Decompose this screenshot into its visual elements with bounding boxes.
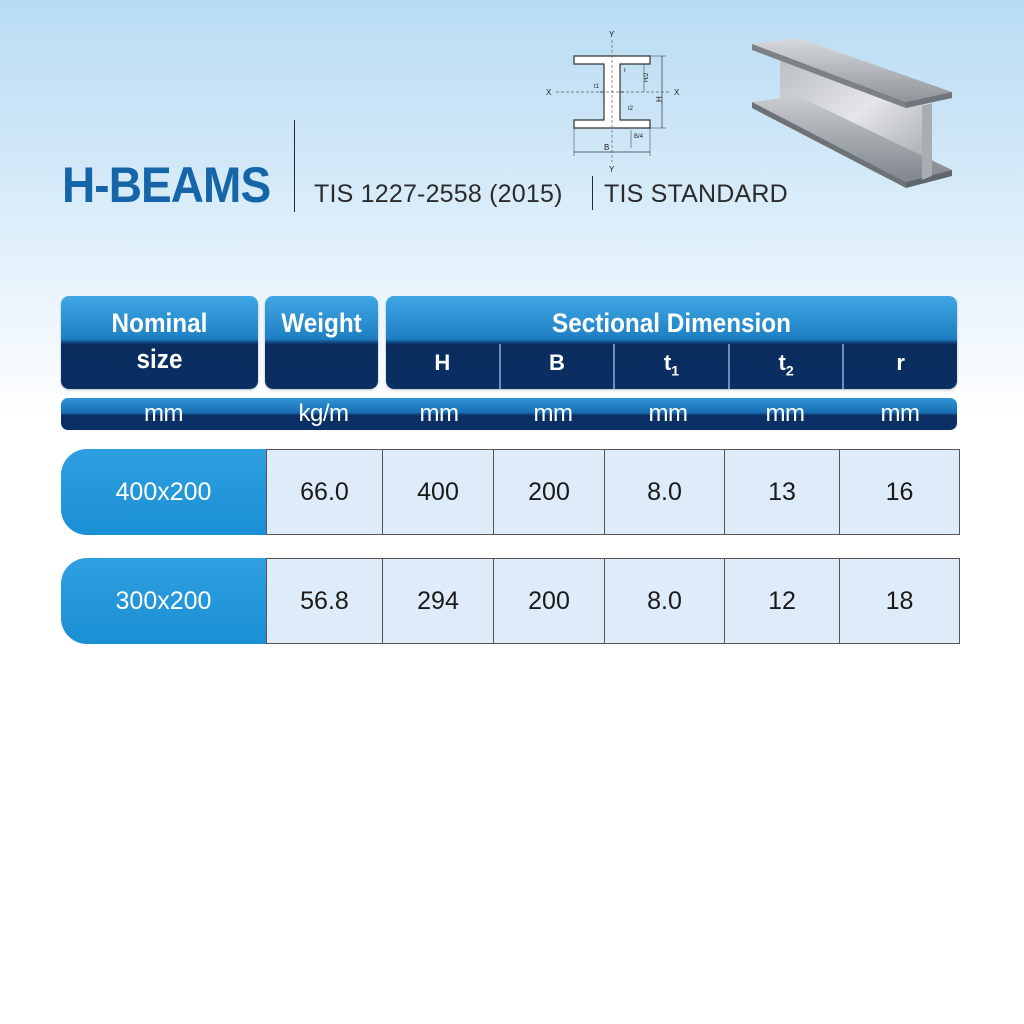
axis-x-right: X	[674, 88, 680, 97]
standard-label: TIS STANDARD	[604, 180, 788, 208]
page-title: H-BEAMS	[62, 157, 271, 213]
unit-t2: mm	[765, 400, 805, 427]
weight-cell: 66.0	[266, 449, 383, 535]
r-cell: 16	[840, 449, 960, 535]
dim-r-label: r	[624, 68, 626, 74]
size-cell: 300x200	[61, 558, 266, 644]
t1-cell: 8.0	[605, 449, 725, 535]
units-row	[61, 398, 957, 430]
axis-y-bottom: Y	[609, 165, 615, 174]
unit-B: mm	[533, 400, 573, 427]
header-col-H: H	[434, 350, 451, 375]
dim-B4-label: B/4	[634, 134, 644, 140]
header-sectional-dimension	[386, 296, 957, 389]
axis-y-top: Y	[609, 30, 615, 39]
dim-H2-label: H/2	[644, 72, 650, 82]
dim-t1-label: t1	[594, 84, 600, 90]
t2-cell: 12	[725, 558, 840, 644]
header-nominal-size	[61, 296, 258, 389]
header-weight-label: Weight	[281, 308, 362, 338]
t2-cell: 13	[725, 449, 840, 535]
r-cell: 18	[840, 558, 960, 644]
unit-weight: kg/m	[298, 400, 349, 427]
unit-r: mm	[880, 400, 920, 427]
unit-H: mm	[419, 400, 459, 427]
header-sectional-label: Sectional Dimension	[551, 308, 792, 338]
axis-x-left: X	[546, 88, 552, 97]
size-cell: 400x200	[61, 449, 266, 535]
unit-t1: mm	[648, 400, 688, 427]
t1-cell: 8.0	[605, 558, 725, 644]
header-nominal-line1: Nominal	[111, 308, 208, 338]
dim-t2-label: t2	[628, 106, 634, 112]
standard-code: TIS 1227-2558 (2015)	[314, 180, 563, 208]
table-row	[61, 558, 960, 644]
dim-B-label: B	[604, 143, 610, 152]
H-cell: 294	[383, 558, 494, 644]
H-cell: 400	[383, 449, 494, 535]
B-cell: 200	[494, 558, 605, 644]
unit-nominal: mm	[144, 400, 183, 427]
B-cell: 200	[494, 449, 605, 535]
title-divider	[294, 120, 295, 212]
weight-cell: 56.8	[266, 558, 383, 644]
header-col-t2: $t_2$	[728, 344, 843, 389]
header-col-B: B	[499, 344, 614, 389]
steel-h-beam-image	[740, 30, 960, 198]
h-beam-cross-section-diagram	[538, 26, 692, 176]
dim-H-label: H	[655, 96, 664, 102]
header-col-r: r	[842, 344, 957, 389]
header-nominal-line2: size	[136, 344, 183, 374]
header-col-t1: $t_1$	[613, 344, 728, 389]
standard-divider	[592, 176, 593, 210]
table-row	[61, 449, 960, 535]
header-weight	[265, 296, 378, 389]
